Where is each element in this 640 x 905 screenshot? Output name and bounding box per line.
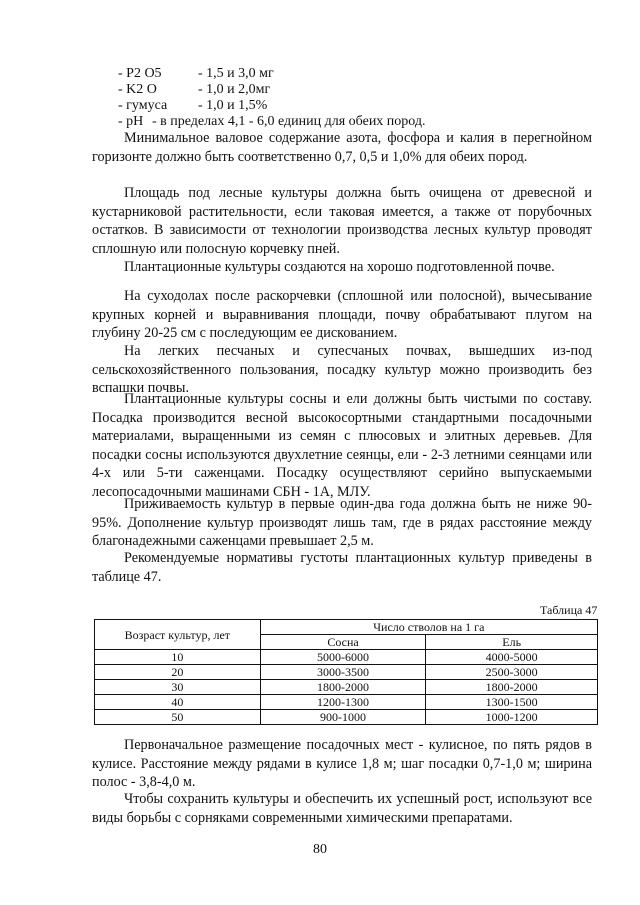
paragraph: Площадь под лесные культуры должна быть очищена от древесной и кустарниковой растительности, если таковая имеется, а также от порубочных остатков. В зависимости от технологии производства лесных культур проводят сплошную или полосную корчевку пней.	[92, 185, 592, 257]
cell-pine: 3000-3500	[260, 665, 426, 680]
nutrient-line	[118, 82, 270, 98]
nutrient-label: - P2 O5	[118, 66, 162, 81]
cell-age: 30	[95, 680, 261, 695]
cell-spruce: 4000-5000	[426, 650, 598, 665]
paragraph: Приживаемость культур в первые один-два года должна быть не ниже 90-95%. Дополнение культур производят лишь там, где в рядах расстояние между благонадежными саженцами превышает 2,5 м.	[92, 496, 592, 550]
cell-pine: 1200-1300	[260, 695, 426, 710]
paragraph: Плантационные культуры сосны и ели должны быть чистыми по составу. Посадка производится весной высокосортными стандартными посадочными материалами, выращенными из семян с плюсовых и элитных деревьев. Для посадки сосны используются двухлетние сеянцы, ели - 2-3 летними сеянцами или 4-х или 5-ти саженцами. Посадку осуществляют серийно выпускаемыми лесопосадочными машинами СБН - 1А, МЛУ.	[92, 391, 592, 500]
nutrient-line	[118, 114, 426, 130]
nutrient-value: - 1,0 и 2,0мг	[198, 82, 271, 97]
cell-pine: 5000-6000	[260, 650, 426, 665]
cell-spruce: 1000-1200	[426, 710, 598, 725]
cell-spruce: 2500-3000	[426, 665, 598, 680]
table-caption: Таблица 47	[540, 603, 598, 617]
header-age: Возраст культур, лет	[95, 620, 261, 650]
table-row	[95, 680, 598, 695]
page-number: 80	[313, 842, 327, 857]
paragraph: Первоначальное размещение посадочных мест - кулисное, по пять рядов в кулисе. Расстояние между рядами в кулисе 1,8 м; шаг посадки 0,7-1,0 м; ширина полос - 3,8-4,0 м.	[92, 737, 592, 791]
table-row	[95, 650, 598, 665]
nutrient-value: - в пределах 4,1 - 6,0 единиц для обеих пород.	[152, 114, 426, 129]
cell-age: 50	[95, 710, 261, 725]
table-row	[95, 665, 598, 680]
nutrient-value: - 1,5 и 3,0 мг	[198, 66, 274, 81]
nutrient-line	[118, 98, 267, 114]
paragraph: На суходолах после раскорчевки (сплошной или полосной), вычесывание крупных корней и выравнивания площади, почву обрабатывают плугом на глубину 20-25 см с последующим ее дискованием.	[92, 288, 592, 342]
header-spruce: Ель	[426, 635, 598, 650]
nutrient-label: - K2 O	[118, 82, 157, 97]
cell-spruce: 1300-1500	[426, 695, 598, 710]
nutrient-label: - гумуса	[118, 98, 168, 113]
density-table	[94, 619, 598, 725]
cell-spruce: 1800-2000	[426, 680, 598, 695]
cell-pine: 900-1000	[260, 710, 426, 725]
paragraph: На легких песчаных и супесчаных почвах, вышедших из-под сельскохозяйственного пользования, посадку культур можно производить без вспашки почвы.	[92, 343, 592, 397]
paragraph: Чтобы сохранить культуры и обеспечить их успешный рост, используют все виды борьбы с сорняками современными химическими препаратами.	[92, 791, 592, 826]
nutrient-label: - pH	[118, 114, 144, 129]
paragraph: Минимальное валовое содержание азота, фосфора и калия в перегнойном горизонте должно быть соответственно 0,7, 0,5 и 1,0% для обеих пород.	[92, 130, 592, 165]
cell-pine: 1800-2000	[260, 680, 426, 695]
paragraph: Рекомендуемые нормативы густоты плантационных культур приведены в таблице 47.	[92, 550, 592, 585]
nutrient-line	[118, 66, 274, 82]
cell-age: 20	[95, 665, 261, 680]
paragraph: Плантационные культуры создаются на хорошо подготовленной почве.	[124, 259, 555, 275]
header-pine: Сосна	[260, 635, 426, 650]
cell-age: 40	[95, 695, 261, 710]
cell-age: 10	[95, 650, 261, 665]
table-row	[95, 710, 598, 725]
nutrient-value: - 1,0 и 1,5%	[198, 98, 268, 113]
header-trunks-per-ha: Число стволов на 1 га	[260, 620, 597, 635]
table-row	[95, 695, 598, 710]
